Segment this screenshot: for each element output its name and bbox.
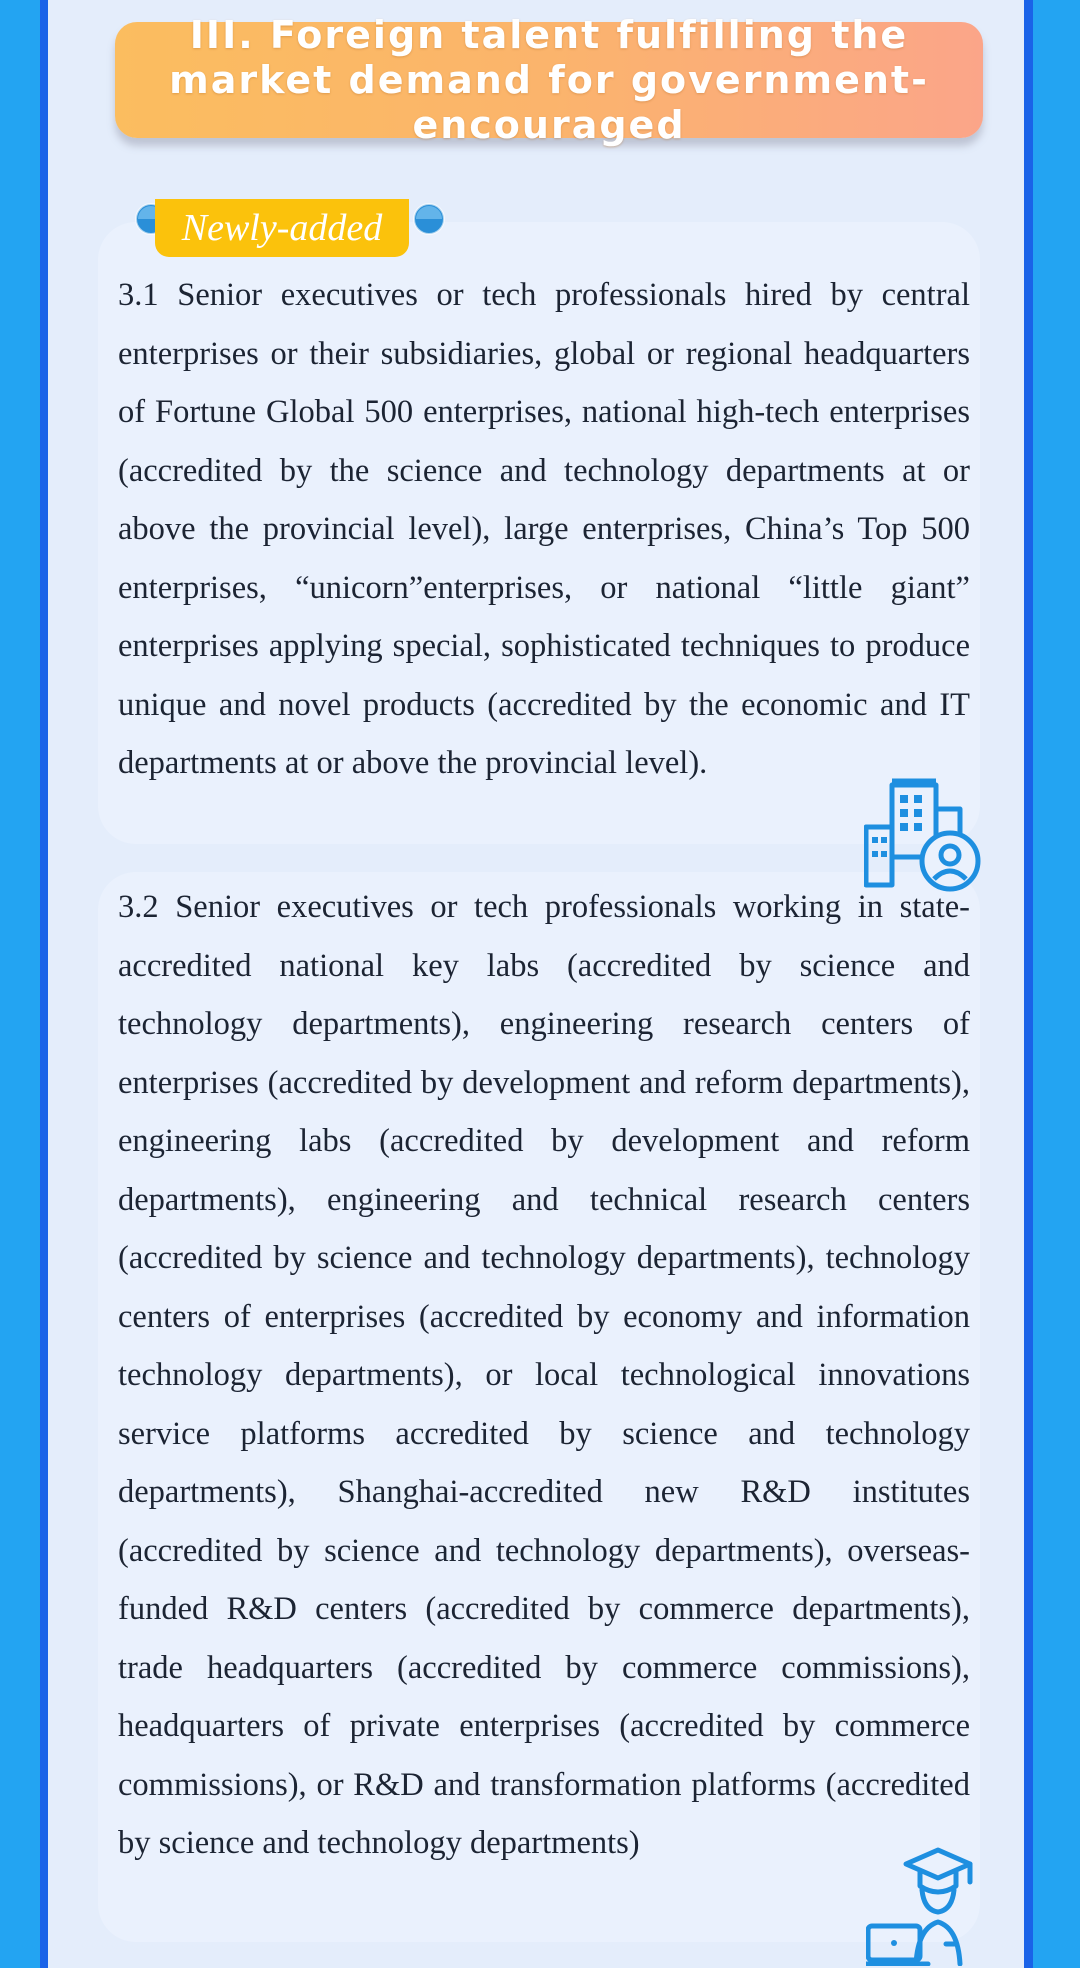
item-card-3-2	[98, 872, 980, 1942]
left-border-stripe	[40, 0, 48, 1968]
section-title-banner	[115, 12, 983, 147]
graduate-laptop-icon	[866, 1846, 986, 1966]
item-text-3-1: 3.1 Senior executives or tech professionals hired by central enterprises or their subsidiaries, global or regional headquarters of Fortune Global 500 enterprises, national high-tech enterprises (accredited by the science and technology departments at or above the provincial level), large enterprises, China’s Top 500 enterprises, “unicorn”enterprises, or national “little giant” enterprises applying special, sophisticated techniques to produce unique and novel products (accredited by the economic and IT departments at or above the provincial level).	[118, 277, 970, 781]
tag-label: Newly-added	[181, 207, 383, 249]
item-text-3-2: 3.2 Senior executives or tech professionals working in state-accredited national key labs (accredited by science and technology departments), engineering research centers of enterprises (accredited by development and reform departments), engineering labs (accredited by development and reform departments), engineering and technical research centers (accredited by science and technology departments), technology centers of enterprises (accredited by economy and information technology departments), or local technological innovations service platforms accredited by science and technology departments), Shanghai-accredited new R&D institutes (accredited by science and technology departments), overseas-funded R&D centers (accredited by commerce departments), trade headquarters (accredited by commerce commissions), headquarters of private enterprises (accredited by commerce commissions), or R&D and transformation platforms (accredited by science and technology departments)	[118, 889, 970, 1861]
newly-added-tag	[155, 199, 409, 257]
tag-right-dot-icon	[413, 203, 445, 235]
section-title: III. Foreign talent fulfilling the market demand for government-encouraged	[169, 12, 929, 147]
item-card-3-1	[98, 222, 980, 844]
office-building-icon	[864, 775, 982, 893]
right-border-stripe	[1024, 0, 1033, 1968]
